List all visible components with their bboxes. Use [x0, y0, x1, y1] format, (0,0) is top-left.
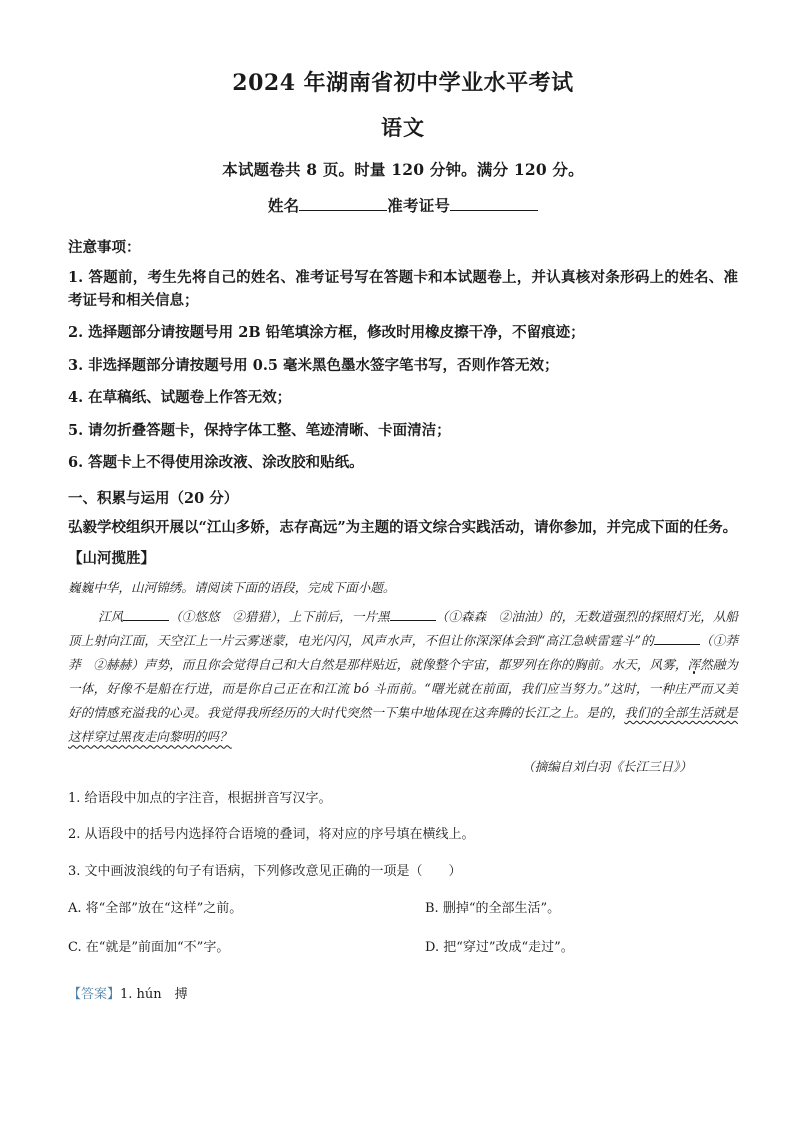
name-input-blank[interactable] [299, 210, 387, 211]
question-3-options [68, 899, 738, 977]
option-d[interactable]: D. 把“穿过”改成“走过”。 [425, 939, 574, 955]
question-3: 3. 文中画波浪线的句子有语病，下列修改意见正确的一项是（ ） [68, 864, 462, 880]
notice-item-2: 2. 选择题部分请按题号用 2B 铅笔填涂方框，修改时用橡皮擦干净，不留痕迹； [68, 324, 585, 342]
option-a[interactable]: A. 将“全部”放在“这样”之前。 [68, 900, 243, 916]
question-2: 2. 从语段中的括号内选择符合语境的叠词，将对应的序号填在横线上。 [68, 827, 475, 843]
subject-title: 语文 [381, 114, 425, 140]
passage-seg-e: 然融为一体，好像不是船在行进，而是你自己正在和江流 bó 斗而前。“曙光就在前面，我们应当努力。”这时，一种庄严而又美好的情感充溢我的心灵。我觉得我所经历的大时代突然一下集中地体现在这奔腾的长江之上。是的， [68, 656, 739, 721]
passage-blank-1[interactable] [123, 620, 169, 621]
answer-tag: 【答案】 [68, 986, 121, 1002]
answer-body: 1. hún 搏 [120, 986, 188, 1002]
passage-blank-3[interactable] [654, 644, 700, 645]
passage-seg-a: 江风 [98, 608, 124, 624]
notice-section [68, 236, 738, 475]
page-title: 2024 年湖南省初中学业水平考试 [232, 70, 574, 96]
passage-lead: 巍巍中华，山河锦绣。请阅读下面的语段，完成下面小题。 [68, 580, 396, 596]
option-c[interactable]: C. 在“就是”前面加“不”字。 [68, 939, 230, 955]
notice-item-1: 1. 答题前，考生先将自己的姓名、准考证号写在答题卡和本试题卷上，并认真核对条形码上的姓名、准考证号和相关信息； [68, 268, 738, 309]
passage-blank-2[interactable] [390, 620, 436, 621]
passage-seg-d: （①莽莽 ②赫赫）声势，而且你会觉得自己和大自然是那样贴近，就像整个宇宙，都罗列在你的胸前。水天，风雾， [68, 632, 738, 672]
id-field-label: 准考证号 [387, 195, 451, 215]
section-one-heading: 一、积累与运用（20 分） [68, 489, 239, 507]
answer-row [68, 985, 738, 1005]
option-b[interactable]: B. 删掉“的全部生活”。 [425, 900, 561, 916]
notice-item-6: 6. 答题卡上不得使用涂改液、涂改胶和贴纸。 [68, 454, 364, 472]
passage-wavy-sentence: 我们的全部生活就是这样穿过黑夜走向黎明的吗？ [68, 705, 739, 745]
exam-meta-line: 本试题卷共 8 页。时量 120 分钟。满分 120 分。 [222, 159, 584, 179]
passage-seg-b: （①悠悠 ②猎猎），上下前后，一片黑 [169, 608, 390, 624]
passage-seg-c: （①森森 ②油油）的，无数道强烈的探照灯光，从船顶上射向江面，天空江上一片云雾迷蒙，电光闪闪，风声水声，不但让你深深体会到“高江急峡雷霆斗”的 [68, 608, 739, 648]
notice-heading: 注意事项： [68, 238, 141, 256]
name-field-label: 姓名 [267, 195, 300, 215]
passage-attribution: （摘编自刘白羽《长江三日》） [521, 758, 692, 774]
notice-item-4: 4. 在草稿纸、试题卷上作答无效； [68, 389, 292, 407]
passage-dotted-char: 浑 [687, 656, 701, 672]
notice-item-3: 3. 非选择题部分请按题号用 0.5 毫米黑色墨水签字笔书写，否则作答无效； [68, 356, 559, 374]
id-input-blank[interactable] [450, 210, 538, 211]
candidate-fields [68, 194, 738, 216]
question-list [68, 789, 738, 977]
topic-bracket-heading: 【山河揽胜】 [68, 550, 155, 568]
section-one-intro: 弘毅学校组织开展以“江山多娇，志存高远”为主题的语文综合实践活动，请你参加，并完成下面的任务。 [68, 518, 738, 536]
question-1: 1. 给语段中加点的字注音，根据拼音写汉字。 [68, 790, 332, 806]
reading-passage [68, 605, 738, 750]
notice-item-5: 5. 请勿折叠答题卡，保持字体工整、笔迹清晰、卡面清洁； [68, 421, 451, 439]
